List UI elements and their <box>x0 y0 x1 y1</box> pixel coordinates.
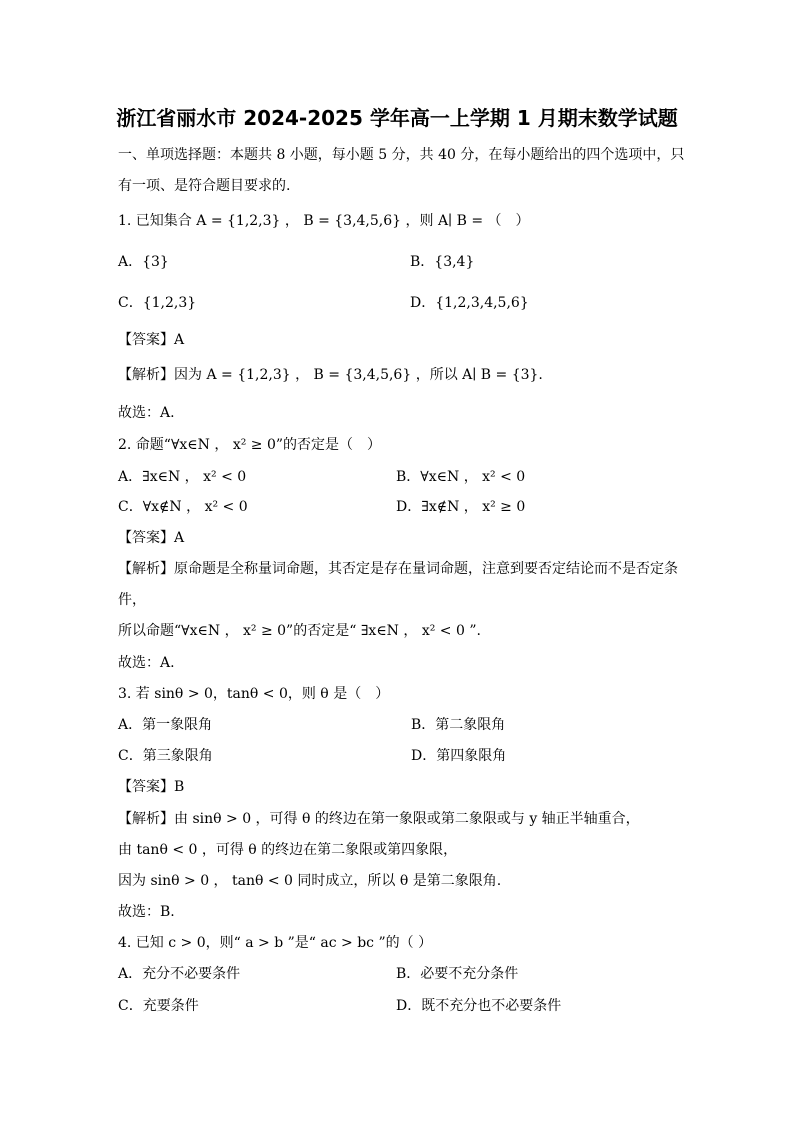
question-1-stem: 1. 已知集合 A = {1,2,3} ， B = {3,4,5,6} ，则 A∣ B = （ ） <box>118 213 530 229</box>
question-3-option-b: B．第二象限角 <box>411 717 506 733</box>
question-4-option-d: D．既不充分也不必要条件 <box>396 998 562 1014</box>
question-3-stem: 3. 若 sinθ > 0，tanθ < 0，则 θ 是（ ） <box>118 686 390 702</box>
question-2-analysis-line-1: 【解析】原命题是全称量词命题，其否定是存在量词命题，注意到要否定结论而不是否定条 <box>118 561 678 577</box>
question-4-option-b: B．必要不充分条件 <box>396 966 519 982</box>
question-3-analysis-line-1: 【解析】由 sinθ > 0 ，可得 θ 的终边在第一象限或第二象限或与 y 轴正半轴重合， <box>118 811 640 827</box>
question-3-option-a: A．第一象限角 <box>118 717 213 733</box>
question-3-choice: 故选：B. <box>118 904 175 920</box>
question-4-option-a: A．充分不必要条件 <box>118 966 241 982</box>
question-1-option-b: B．{3,4} <box>410 254 475 270</box>
question-4-stem: 4. 已知 c > 0，则“ a > b ”是“ ac > bc ”的（ ） <box>118 935 433 951</box>
question-3-option-c: C．第三象限角 <box>118 748 213 764</box>
question-2-analysis-line-2: 件， <box>118 592 146 608</box>
question-1-option-a: A．{3} <box>118 254 169 270</box>
question-2-stem: 2. 命题“∀x∈N ， x² ≥ 0”的否定是（ ） <box>118 437 382 453</box>
question-2-choice: 故选：A. <box>118 655 175 671</box>
question-1-option-d: D．{1,2,3,4,5,6} <box>410 295 529 311</box>
question-1-choice: 故选：A. <box>118 405 175 421</box>
section-heading-cont: 有一项、是符合题目要求的. <box>118 178 291 194</box>
question-2-option-a: A．∃x∈N ， x² < 0 <box>118 469 247 485</box>
question-3-analysis-line-2: 由 tanθ < 0 ，可得 θ 的终边在第二象限或第四象限， <box>118 842 458 858</box>
question-1-analysis: 【解析】因为 A = {1,2,3} ， B = {3,4,5,6} ，所以 A∣ B = {3}. <box>118 367 543 383</box>
question-2-option-d: D．∃x∉N ， x² ≥ 0 <box>396 499 526 515</box>
question-2-option-c: C．∀x∉N ， x² < 0 <box>118 499 248 515</box>
question-3-answer: 【答案】B <box>118 779 185 795</box>
question-2-option-b: B．∀x∈N ， x² < 0 <box>396 469 526 485</box>
question-3-analysis-line-3: 因为 sinθ > 0 ， tanθ < 0 同时成立，所以 θ 是第二象限角. <box>118 873 502 889</box>
question-3-option-d: D．第四象限角 <box>411 748 507 764</box>
section-heading: 一、单项选择题：本题共 8 小题，每小题 5 分，共 40 分，在每小题给出的四个选项中，只 <box>118 147 685 163</box>
question-2-analysis-line-3: 所以命题“∀x∈N ， x² ≥ 0”的否定是“ ∃x∈N ， x² < 0 ”. <box>118 623 481 639</box>
question-2-answer: 【答案】A <box>118 530 185 546</box>
question-1-answer: 【答案】A <box>118 332 185 348</box>
question-1-option-c: C．{1,2,3} <box>118 295 197 311</box>
page-title: 浙江省丽水市 2024-2025 学年高一上学期 1 月期末数学试题 <box>116 106 678 130</box>
question-4-option-c: C．充要条件 <box>118 998 199 1014</box>
